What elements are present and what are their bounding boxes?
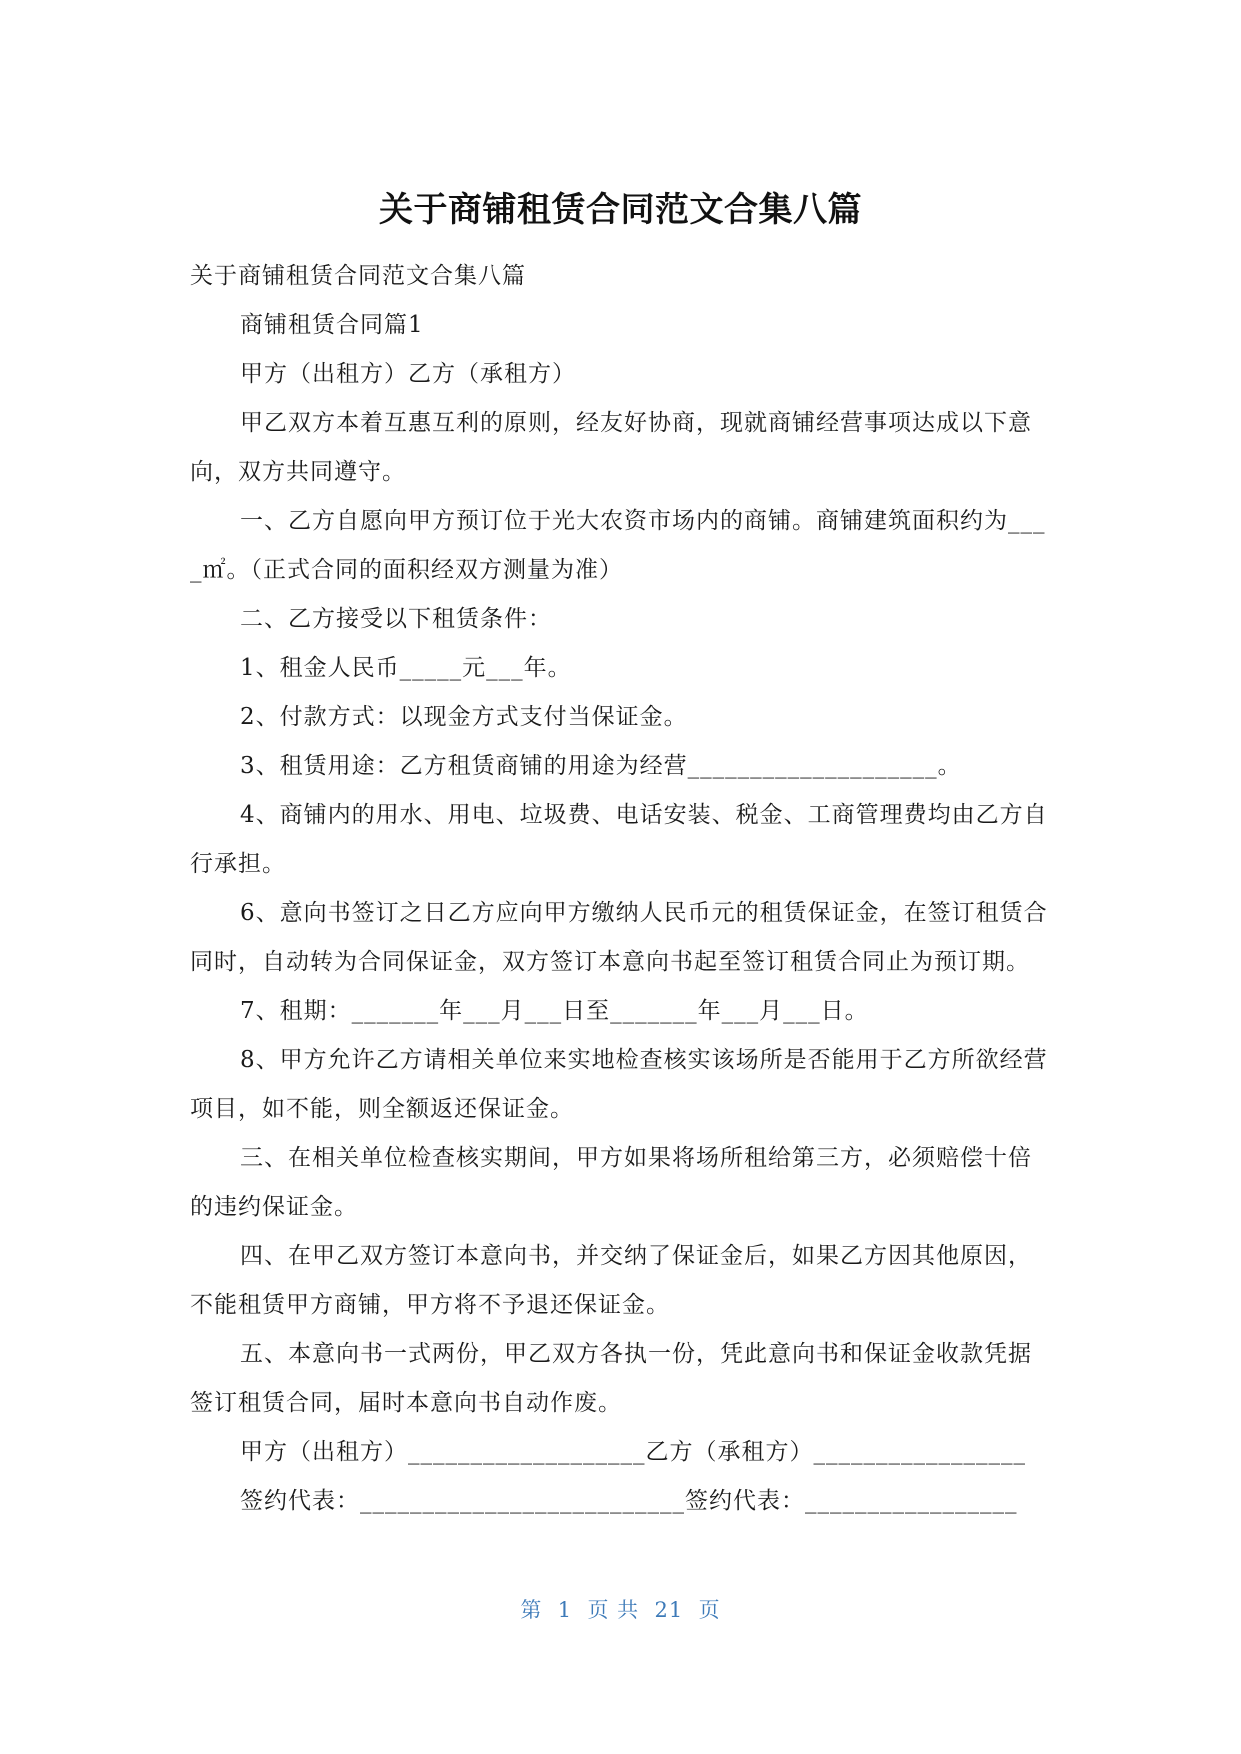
paragraph-clause-3: 三、在相关单位检查核实期间，甲方如果将场所租给第三方，必须赔偿十倍的违约保证金。 bbox=[190, 1145, 1032, 1220]
paragraph-signature-representatives: 签约代表：__________________________签约代表：_________________ bbox=[240, 1488, 1018, 1514]
paragraph-clause-4: 四、在甲乙双方签订本意向书，并交纳了保证金后，如果乙方因其他原因，不能租赁甲方商铺，甲方将不予退还保证金。 bbox=[190, 1243, 1032, 1318]
document-title: 关于商铺租赁合同范文合集八篇 bbox=[379, 190, 862, 230]
paragraph-item-usage: 3、租赁用途：乙方租赁商铺的用途为经营____________________。 bbox=[240, 753, 962, 779]
paragraph-signature-parties: 甲方（出租方）___________________乙方（承租方）_________________ bbox=[240, 1439, 1026, 1465]
paragraph-item-term: 7、租期：_______年___月___日至_______年___月___日。 bbox=[240, 998, 869, 1024]
paragraph-item-rent: 1、租金人民币_____元___年。 bbox=[240, 655, 572, 681]
paragraph-item-deposit: 6、意向书签订之日乙方应向甲方缴纳人民币元的租赁保证金，在签订租赁合同时，自动转为合同保证金，双方签订本意向书起至签订租赁合同止为预订期。 bbox=[190, 900, 1048, 975]
paragraph-clause-1: 一、乙方自愿向甲方预订位于光大农资市场内的商铺。商铺建筑面积约为____㎡。（正式合同的面积经双方测量为准） bbox=[190, 508, 1046, 583]
paragraph-item-inspection: 8、甲方允许乙方请相关单位来实地检查核实该场所是否能用于乙方所欲经营项目，如不能，则全额返还保证金。 bbox=[190, 1047, 1048, 1122]
page-number-footer: 第 1 页 共 21 页 bbox=[520, 1598, 721, 1622]
paragraph-intro: 甲乙双方本着互惠互利的原则，经友好协商，现就商铺经营事项达成以下意向，双方共同遵守。 bbox=[190, 410, 1032, 485]
paragraph-clause-2: 二、乙方接受以下租赁条件： bbox=[240, 606, 552, 632]
document-body bbox=[190, 252, 1050, 1526]
paragraph-item-utilities: 4、商铺内的用水、用电、垃圾费、电话安装、税金、工商管理费均由乙方自行承担。 bbox=[190, 802, 1048, 877]
paragraph-section-heading: 商铺租赁合同篇1 bbox=[240, 312, 424, 338]
paragraph-clause-5: 五、本意向书一式两份，甲乙双方各执一份，凭此意向书和保证金收款凭据签订租赁合同，届时本意向书自动作废。 bbox=[190, 1341, 1032, 1416]
paragraph-subtitle: 关于商铺租赁合同范文合集八篇 bbox=[190, 263, 526, 289]
paragraph-parties: 甲方（出租方）乙方（承租方） bbox=[240, 361, 576, 387]
paragraph-item-payment: 2、付款方式：以现金方式支付当保证金。 bbox=[240, 704, 688, 730]
